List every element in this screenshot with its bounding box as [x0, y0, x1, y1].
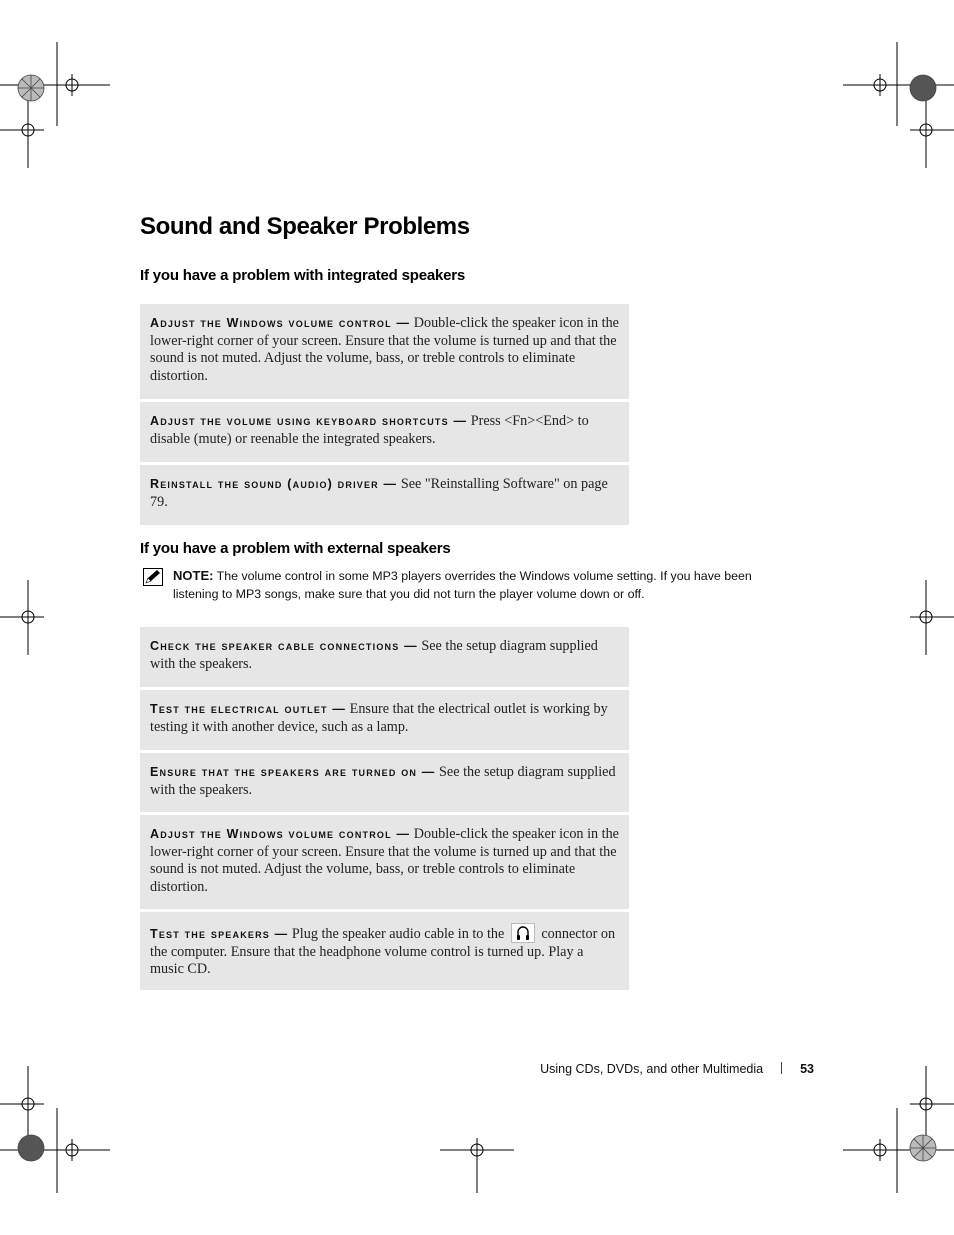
headphone-connector-icon: [511, 923, 535, 943]
note-label: NOTE:: [173, 568, 214, 583]
tip-text: connector on the computer. Ensure that the headphone volume control is turned up. Play a music CD.: [150, 926, 616, 978]
tip-lead: Reinstall the sound (audio) driver —: [150, 477, 398, 491]
tip-lead: Test the electrical outlet —: [150, 702, 347, 716]
tip-text: Plug the speaker audio cable in to the: [291, 926, 505, 942]
tip-box: [140, 753, 629, 812]
tip-box: [140, 304, 629, 399]
tip-lead: Adjust the Windows volume control —: [150, 316, 411, 330]
tip-text: See "Reinstalling Software" on page 79.: [150, 476, 608, 510]
tip-text: Ensure that the electrical outlet is working by testing it with another device, such as a lamp.: [150, 701, 608, 735]
footer-chapter: Using CDs, DVDs, and other Multimedia: [540, 1062, 764, 1076]
page-footer: [540, 1062, 814, 1076]
tip-box: [140, 690, 629, 750]
note: [143, 567, 763, 603]
tip-text: Double-click the speaker icon in the lower-right corner of your screen. Ensure that the volume is turned up and that the sound is not muted. Adjust the volume, bass, or treble controls to eliminate distortion.: [150, 315, 619, 384]
note-text: The volume control in some MP3 players overrides the Windows volume setting. If you have been listening to MP3 songs, make sure that you did not turn the player volume down or off.: [173, 569, 752, 601]
tip-box: [140, 912, 629, 990]
tip-text: See the setup diagram supplied with the speakers.: [150, 638, 598, 672]
tip-box: [140, 627, 629, 687]
tip-lead: Ensure that the speakers are turned on —: [150, 765, 436, 779]
tip-lead: Check the speaker cable connections —: [150, 639, 418, 653]
tip-lead: Adjust the Windows volume control —: [150, 827, 411, 841]
tip-text: See the setup diagram supplied with the speakers.: [150, 764, 616, 798]
tip-box: [140, 402, 629, 462]
note-pencil-icon: [143, 568, 163, 592]
tip-text: Double-click the speaker icon in the lower-right corner of your screen. Ensure that the volume is turned up and that the sound is not muted. Adjust the volume, bass, or treble controls to eliminate distortion.: [150, 826, 619, 895]
page-title: Sound and Speaker Problems: [140, 213, 470, 240]
tip-lead: Adjust the volume using keyboard shortcuts —: [150, 414, 468, 428]
section-heading-integrated: If you have a problem with integrated speakers: [140, 267, 466, 284]
tip-box: [140, 815, 629, 909]
tip-box: [140, 465, 629, 525]
section-heading-external: If you have a problem with external speakers: [140, 540, 451, 557]
tip-lead: Test the speakers —: [150, 927, 289, 941]
page-number: 53: [800, 1062, 814, 1076]
footer-separator: [781, 1062, 782, 1074]
tip-text: Press <Fn><End> to disable (mute) or reenable the integrated speakers.: [150, 413, 589, 447]
